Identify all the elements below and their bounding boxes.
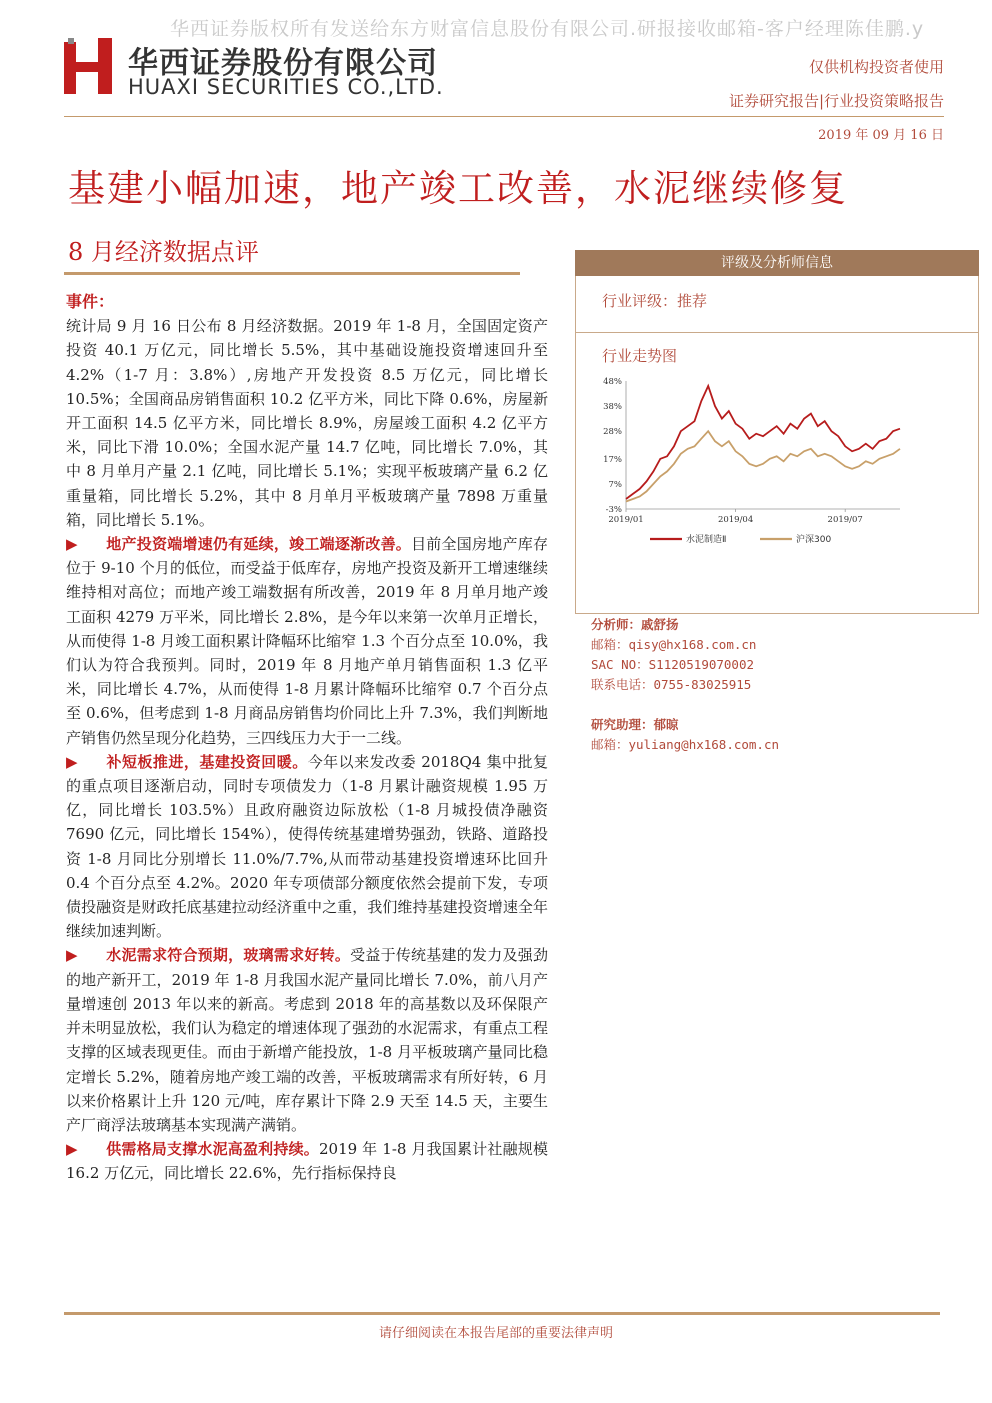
point-heading: 供需格局支撑水泥高盈利持续。 — [106, 1140, 319, 1159]
analyst-name-row — [591, 615, 971, 635]
bullet-arrow-icon: ▶ — [66, 1140, 78, 1159]
analyst-sac: SAC NO：S1120519070002 — [591, 657, 755, 672]
series-line — [626, 431, 900, 501]
analyst-label: 分析师： — [591, 617, 642, 632]
assistant-email[interactable]: 邮箱：yuliang@hx168.com.cn — [591, 737, 780, 752]
y-tick-label: -3% — [605, 505, 622, 515]
trend-chart — [590, 373, 950, 573]
panel-heading: 评级及分析师信息 — [575, 250, 979, 276]
legend-label: 水泥制造Ⅱ — [686, 535, 727, 545]
company-logo-icon — [64, 38, 120, 94]
point-text: 今年以来发改委 2018Q4 集中批复的重点项目逐渐启动，同时专项债发力（1-8 月累计融资规模 1.95 万亿，同比增长 103.5%）且政府融资边际放松（1-8 月城投债净融资 7690 亿元，同比增长 154%），使得传统基建增势强劲，铁路、道路投资 1-8 月同比分别增长 11.0%/7.7%,从而带动基建投资增速环比回升 0.4 个百分点至 4.2%。2020 年专项债部分额度依然会提前下发，专项债投融资是财政托底基建拉动经济重中之重，我们维持基建投资增速全年继续加速判断。 — [66, 752, 548, 941]
analyst-info — [591, 615, 971, 755]
y-tick-label: 7% — [608, 479, 622, 490]
point-item — [66, 750, 548, 944]
series-line — [626, 386, 900, 499]
analyst-name: 戚舒扬 — [641, 617, 679, 632]
report-title: 基建小幅加速，地产竣工改善，水泥继续修复 — [68, 167, 848, 210]
event-text: 统计局 9 月 16 日公布 8 月经济数据。2019 年 1-8 月，全国固定资产投资 40.1 万亿元，同比增长 5.5%，其中基础设施投资增速回升至 4.2%（1-7 月：3.8%）,房地产开发投资 8.5 万亿元，同比增长 10.5%；全国商品房销售面积 10.2 亿平方米，同比下降 0.6%，房屋新开工面积 14.5 亿平方米，同比增长 8.9%，房屋竣工面积 4.2 亿平方米，同比下滑 10.0%；全国水泥产量 14.7 亿吨，同比增长 7.0%，其中 8 月单月产量 2.1 亿吨，同比增长 5.1%；实现平板玻璃产量 6.2 亿重量箱，同比增长 5.2%，其中 8 月单月平板玻璃产量 7898 万重量箱，同比增长 5.1%。 — [66, 317, 548, 529]
event-section — [66, 290, 548, 532]
point-heading: 地产投资端增速仍有延续，竣工端逐渐改善。 — [106, 535, 412, 554]
point-text: 2019 年 1-8 月我国累计社融规模 16.2 万亿元，同比增长 22.6%，先行指标保持良 — [66, 1140, 548, 1183]
point-item — [66, 532, 548, 750]
event-heading: 事件： — [66, 292, 115, 311]
x-tick-label: 2019/07 — [827, 515, 863, 525]
rating-panel — [575, 250, 979, 614]
legal-notice: 请仔细阅读在本报告尾部的重要法律声明 — [378, 1326, 613, 1341]
watermark: 华西证券版权所有发送给东方财富信息股份有限公司.研报接收邮箱-客户经理陈佳鹏.y — [170, 18, 925, 40]
trend-section — [576, 333, 978, 614]
bullet-arrow-icon: ▶ — [66, 752, 78, 771]
point-heading: 补短板推进，基建投资回暖。 — [106, 752, 308, 771]
report-date: 2019 年 09 月 16 日 — [818, 128, 944, 143]
bullet-arrow-icon: ▶ — [66, 535, 78, 554]
y-tick-label: 17% — [603, 454, 622, 465]
report-subtitle: 8 月经济数据点评 — [68, 238, 259, 266]
y-tick-label: 28% — [603, 427, 622, 438]
point-text: 目前全国房地产库存位于 9-10 个月的低位，而受益于低库存，房地产投资及新开工增速继续维持相对高位；而地产竣工端数据有所改善，2019 年 8 月单月地产竣工面积 4279 万平米，同比增长 2.8%，是今年以来第一次单月正增长，从而使得 1-8 月竣工面积累计降幅环比缩窄 1.3 个百分点至 10.0%，我们认为符合我预判。同时，2019 年 8 月地产单月销售面积 1.3 亿平米，同比增长 4.7%，从而使得 1-8 月累计降幅环比缩窄 0.7 个百分点至 0.6%，但考虑到 1-8 月商品房销售均价同比上升 7.3%，我们判断地产销售仍然呈现分化趋势，三四线压力大于一二线。 — [66, 535, 548, 747]
assistant-name: 郁晾 — [653, 717, 679, 732]
bullet-arrow-icon: ▶ — [66, 946, 78, 965]
x-tick-label: 2019/01 — [608, 515, 644, 525]
y-tick-label: 38% — [603, 402, 622, 413]
point-text: 受益于传统基建的发力及强劲的地产新开工，2019 年 1-8 月我国水泥产量同比增长 7.0%，前八月产量增速创 2013 年以来的新高。考虑到 2018 年的高基数以及环保限产并未明显放松，我们认为稳定的增速体现了强劲的水泥需求，有重点工程支撑的区域表现更佳。而由于新增产能投放，1-8 月平板玻璃产量同比稳定增长 5.2%，随着房地产竣工端的改善，平板玻璃需求有所好转，6 月以来价格累计上升 120 元/吨，库存累计下降 2.9 天至 14.5 天，主要生产厂商浮法玻璃基本实现满产满销。 — [66, 946, 548, 1134]
analyst-email[interactable]: 邮箱：qisy@hx168.com.cn — [591, 637, 757, 652]
footer-divider — [64, 1312, 940, 1315]
point-item — [66, 1137, 548, 1185]
header-divider — [64, 116, 944, 117]
legend-label: 沪深300 — [796, 535, 832, 545]
report-body — [66, 290, 548, 1186]
subtitle-divider — [64, 272, 520, 275]
trend-label: 行业走势图 — [602, 347, 678, 365]
assistant-name-row — [591, 715, 971, 735]
x-tick-label: 2019/04 — [717, 515, 754, 525]
assistant-label: 研究助理： — [591, 717, 654, 732]
investor-tag: 仅供机构投资者使用 — [808, 58, 944, 76]
industry-rating: 行业评级：推荐 — [576, 276, 978, 333]
point-item — [66, 943, 548, 1137]
y-tick-label: 48% — [603, 377, 622, 387]
analyst-phone: 联系电话：0755-83025915 — [591, 677, 752, 692]
point-heading: 水泥需求符合预期，玻璃需求好转。 — [106, 946, 351, 965]
company-name-cn: 华西证券股份有限公司 — [128, 46, 438, 81]
report-type-tag: 证券研究报告|行业投资策略报告 — [728, 92, 944, 110]
company-name-en: HUAXI SECURITIES CO.,LTD. — [128, 75, 444, 99]
